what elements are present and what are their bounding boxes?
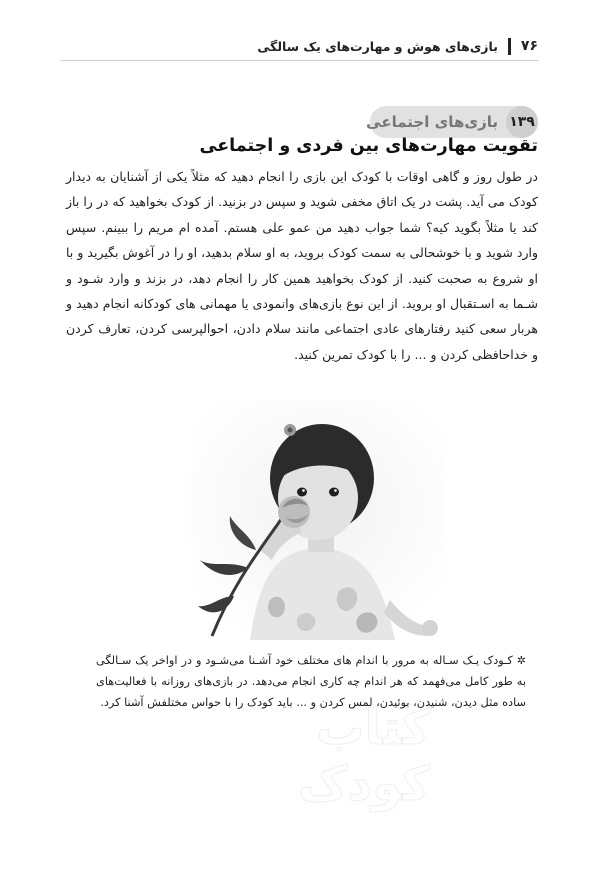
caption-text: کـودک یـک سـاله به مرور با اندام های مختلف خود آشـنا می‌شـود و در اواخر یک سـالگی به طور کامل می‌فهمد که هر اندام چه کاری انجام می‌دهد. در بازی‌های روزانه با فعالیت‌های ساده مثل دیدن، شنیدن، بوئیدن، لمس کردن و ... باید کودک را با حواس مختلفش آشنا کرد. — [96, 654, 526, 709]
book-title: بازی‌های هوش و مهارت‌های یک سالگی — [257, 38, 498, 54]
watermark: کتاب کودک — [298, 700, 430, 812]
page-number: ۷۶ — [520, 38, 538, 54]
game-number-badge: ۱۳۹ — [506, 106, 538, 138]
header-rule — [60, 60, 538, 61]
game-title: تقویت مهارت‌های بین فردی و اجتماعی — [199, 136, 538, 156]
running-header — [60, 34, 538, 58]
girl-with-flower-photo — [190, 400, 446, 640]
header-separator — [508, 38, 511, 55]
section-tag — [366, 106, 538, 138]
section-category: بازی‌های اجتماعی — [366, 113, 498, 131]
body-text: در طول روز و گاهی اوقات با کودک این بازی را انجام دهید که مثلاً یکی از آشنایان به دیدار کودک می آید. پشت در یک اتاق مخفی شوید و سپس در بزنید. از کودک بخواهید که در را باز کند یا مثلاً بگوید کیه؟ شما جواب دهید من عمو علی هستم. آمده ام مریم را ببینم. سپس وارد شوید و با خوشحالی به سمت کودک بروید، به او سلام بدهید، او را در آغوش بگیرید و با او شروع به صحبت کنید. از کودک بخواهید همین کار را انجام دهد، در بزند و وارد شـود و شـما به اسـتقبال او بروید. از این نوع بازی‌های وانمودی یا مهمانی های کودکانه انجام دهید و هربار سعی کنید رفتارهای عادی اجتماعی مانند سلام دادن، احوالپرسی کردن، تعارف کردن و خداحافظی کردن و ... را با کودک تمرین کنید. — [66, 169, 538, 362]
asterisk-icon: ✲ — [516, 654, 526, 667]
